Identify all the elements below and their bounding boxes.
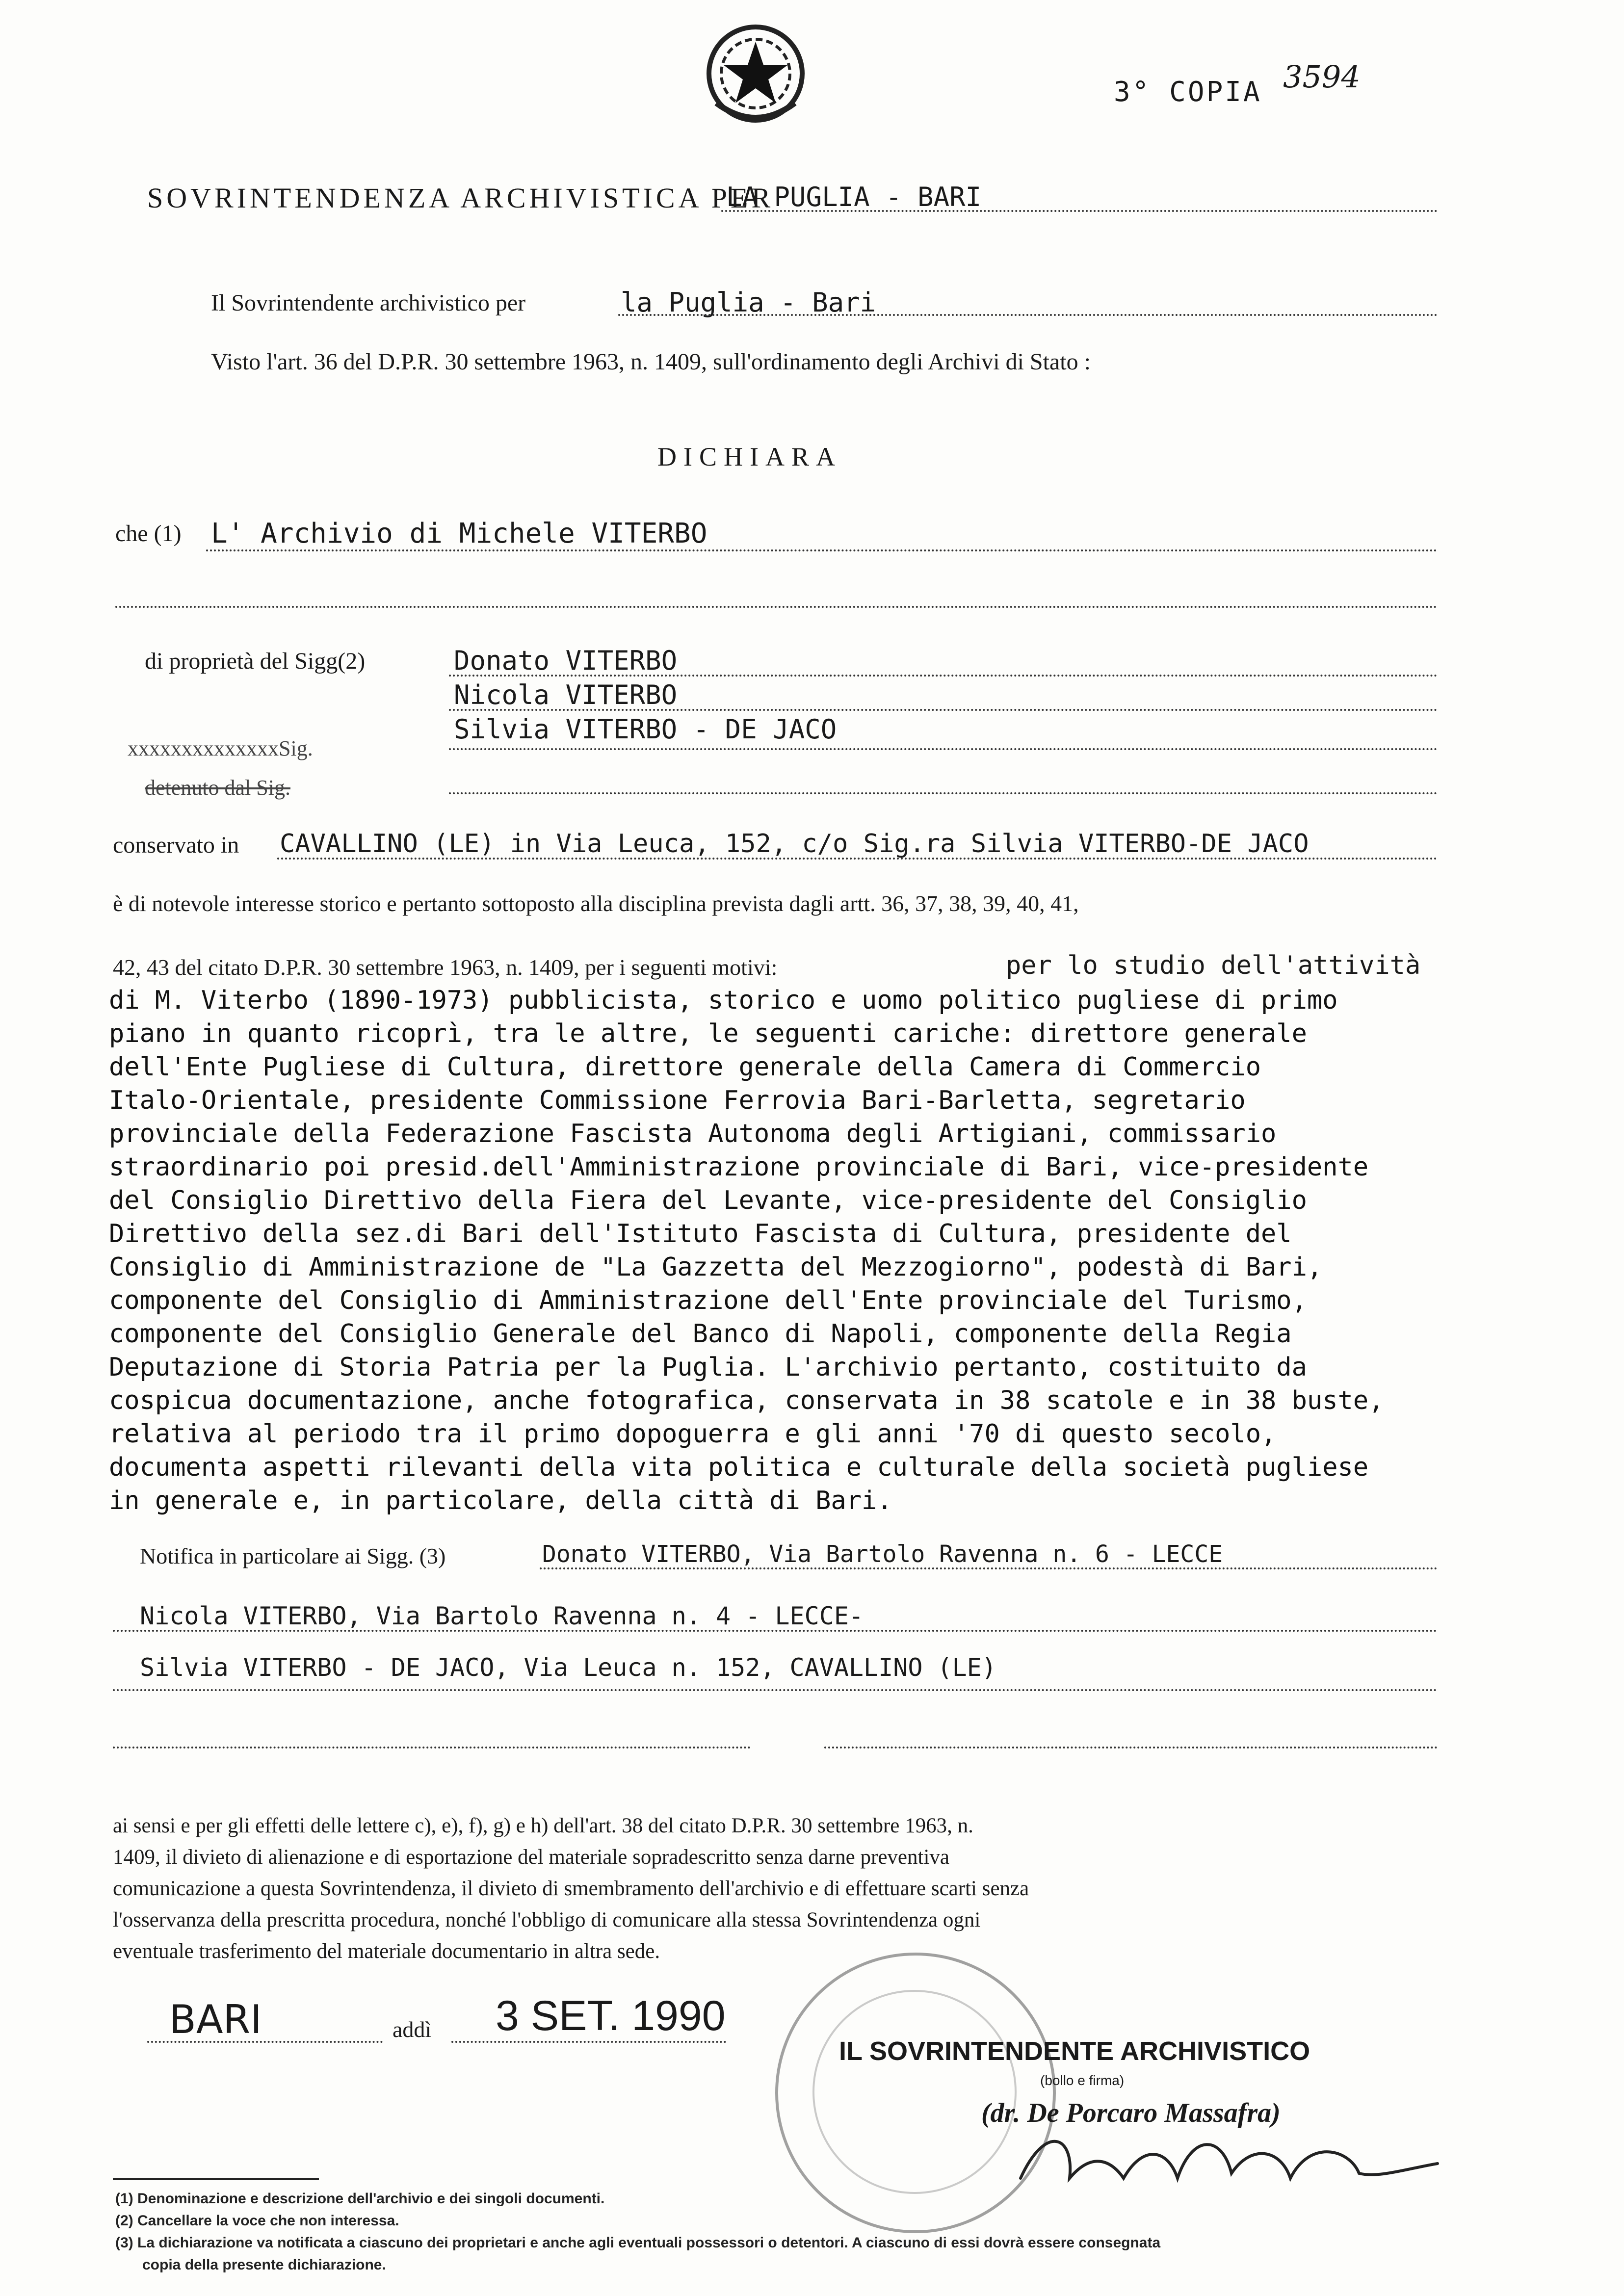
- dateline-addi: addì: [393, 2017, 432, 2042]
- dateline-place: BARI: [169, 1997, 262, 2042]
- motive-line: straordinario poi presid.dell'Amministrazione provinciale di Bari, vice-presidente: [109, 1152, 1369, 1182]
- motive-line: componente del Consiglio di Amministrazione dell'Ente provinciale del Turismo,: [109, 1286, 1307, 1315]
- owner-rule-1: [449, 675, 1438, 677]
- signature-name: (dr. De Porcaro Massafra): [981, 2098, 1281, 2128]
- official-rule: [618, 314, 1438, 316]
- struck-label-1: xxxxxxxxxxxxxxSig.: [128, 736, 313, 760]
- recipient-rule-2: [113, 1630, 1438, 1632]
- struck-label-2: detenuto dal Sig.: [145, 776, 290, 800]
- recipient-rule-3: [113, 1689, 1438, 1691]
- interest-line-1: è di notevole interesse storico e pertanto sottoposto alla disciplina prevista dagli artt. 36, 37, 38, 39, 40, 41,: [113, 891, 1079, 916]
- location-value: CAVALLINO (LE) in Via Leuca, 152, c/o Sig.ra Silvia VITERBO-DE JACO: [280, 829, 1309, 859]
- motive-line: relativa al periodo tra il primo dopoguerra e gli anni '70 di questo secolo,: [109, 1419, 1277, 1449]
- footnote-separator: [113, 2178, 319, 2180]
- motives-paragraph: [109, 984, 1483, 1517]
- recipient-rule-5: [824, 1747, 1438, 1748]
- interest-line-2-prefix: 42, 43 del citato D.P.R. 30 settembre 1963, n. 1409, per i seguenti motivi:: [113, 955, 778, 980]
- seal-inner-ring: [812, 1990, 1017, 2194]
- effects-line: eventuale trasferimento del materiale documentario in altra sede.: [113, 1940, 660, 1963]
- effects-line: comunicazione a questa Sovrintendenza, il divieto di smembramento dell'archivio e di effettuare scarti senza: [113, 1877, 1029, 1900]
- location-label: conservato in: [113, 832, 239, 858]
- motive-line: in generale e, in particolare, della città di Bari.: [109, 1486, 892, 1515]
- motive-line: cospicua documentazione, anche fotografica, conservata in 38 scatole e in 38 buste,: [109, 1386, 1384, 1415]
- motive-line: Direttivo della sez.di Bari dell'Istituto Fascista di Cultura, presidente del: [109, 1219, 1292, 1249]
- dateline-rule-2: [451, 2041, 726, 2043]
- office-title-rule: [721, 210, 1438, 212]
- motive-line: piano in quanto ricoprì, tra le altre, le seguenti cariche: direttore generale: [109, 1019, 1307, 1048]
- notification-label: Notifica in particolare ai Sigg. (3): [140, 1543, 446, 1568]
- effects-line: 1409, il divieto di alienazione e di esportazione del materiale sopradescritto senza darne preventiva: [113, 1846, 949, 1869]
- owner-rule-4: [449, 792, 1438, 794]
- motive-line: Italo-Orientale, presidente Commissione Ferrovia Bari-Barletta, segretario: [109, 1086, 1246, 1115]
- archive-rule-1: [206, 549, 1438, 551]
- footnote-2: (2) Cancellare la voce che non interessa.: [115, 2213, 399, 2229]
- motive-line: componente del Consiglio Generale del Banco di Napoli, componente della Regia: [109, 1319, 1292, 1349]
- republic-emblem: [702, 20, 810, 132]
- copy-number: 3594: [1283, 59, 1361, 95]
- recipient-3: Silvia VITERBO - DE JACO, Via Leuca n. 152, CAVALLINO (LE): [140, 1653, 996, 1682]
- recipient-1: Donato VITERBO, Via Bartolo Ravenna n. 6 - LECCE: [542, 1540, 1223, 1568]
- effects-line: l'osservanza della prescritta procedura, nonché l'obbligo di comunicare alla stessa Sovrintendenza ogni: [113, 1908, 981, 1931]
- signature-seal-note: (bollo e firma): [1040, 2073, 1125, 2088]
- signature-title: IL SOVRINTENDENTE ARCHIVISTICO: [839, 2036, 1310, 2066]
- motive-line: di M. Viterbo (1890-1973) pubblicista, storico e uomo politico pugliese di primo: [109, 986, 1338, 1015]
- owner-2: Nicola VITERBO: [454, 679, 678, 710]
- motive-line: provinciale della Federazione Fascista Autonoma degli Artigiani, commissario: [109, 1119, 1277, 1148]
- motive-line: dell'Ente Pugliese di Cultura, direttore generale della Camera di Commercio: [109, 1052, 1261, 1082]
- recipient-2: Nicola VITERBO, Via Bartolo Ravenna n. 4 - LECCE-: [140, 1602, 864, 1630]
- office-title-value: LA PUGLIA - BARI: [726, 182, 982, 212]
- footnote-3: (3) La dichiarazione va notificata a ciascuno dei proprietari e anche agli eventuali possessori o detentori. A ciascuno di essi dovrà essere consegnata: [115, 2235, 1161, 2251]
- office-title-prefix: SOVRINTENDENZA ARCHIVISTICA PER: [147, 182, 774, 214]
- effects-line: ai sensi e per gli effetti delle lettere c), e), f), g) e h) dell'art. 38 del citato D.P.R. 30 settembre 1963, n.: [113, 1814, 973, 1837]
- owner-1: Donato VITERBO: [454, 645, 678, 676]
- archive-rule-2: [115, 606, 1438, 608]
- recipient-rule-4: [113, 1747, 751, 1748]
- motive-line: Consiglio di Amministrazione de "La Gazzetta del Mezzogiorno", podestà di Bari,: [109, 1252, 1323, 1282]
- footnote-4: copia della presente dichiarazione.: [142, 2257, 386, 2273]
- motive-line: documenta aspetti rilevanti della vita politica e culturale della società pugliese: [109, 1453, 1369, 1482]
- declares-heading: DICHIARA: [657, 442, 842, 471]
- owner-3: Silvia VITERBO - DE JACO: [454, 714, 837, 745]
- dateline-rule-1: [147, 2041, 383, 2043]
- official-value: la Puglia - Bari: [621, 287, 876, 318]
- interest-line-2-value: per lo studio dell'attività: [1006, 951, 1421, 980]
- motive-line: Deputazione di Storia Patria per la Puglia. L'archivio pertanto, costituito da: [109, 1353, 1307, 1382]
- location-rule: [277, 858, 1438, 860]
- legal-basis: Visto l'art. 36 del D.P.R. 30 settembre 1963, n. 1409, sull'ordinamento degli Archivi di Stato :: [211, 349, 1091, 375]
- effects-paragraph: [113, 1810, 1029, 1967]
- motive-line: del Consiglio Direttivo della Fiera del Levante, vice-presidente del Consiglio: [109, 1186, 1307, 1215]
- official-prefix: Il Sovrintendente archivistico per: [211, 290, 526, 316]
- archive-name: L' Archivio di Michele VITERBO: [211, 518, 707, 549]
- copy-label: 3° COPIA: [1114, 76, 1262, 108]
- owner-rule-3: [449, 748, 1438, 750]
- footnote-1: (1) Denominazione e descrizione dell'archivio e dei singoli documenti.: [115, 2191, 605, 2207]
- archive-label: che (1): [115, 521, 182, 547]
- owner-rule-2: [449, 709, 1438, 711]
- handwritten-signature: [1006, 2105, 1447, 2203]
- recipient-rule-1: [540, 1567, 1438, 1569]
- owners-label: di proprietà del Sigg(2): [145, 648, 366, 674]
- dateline-date: 3 SET. 1990: [496, 1992, 726, 2039]
